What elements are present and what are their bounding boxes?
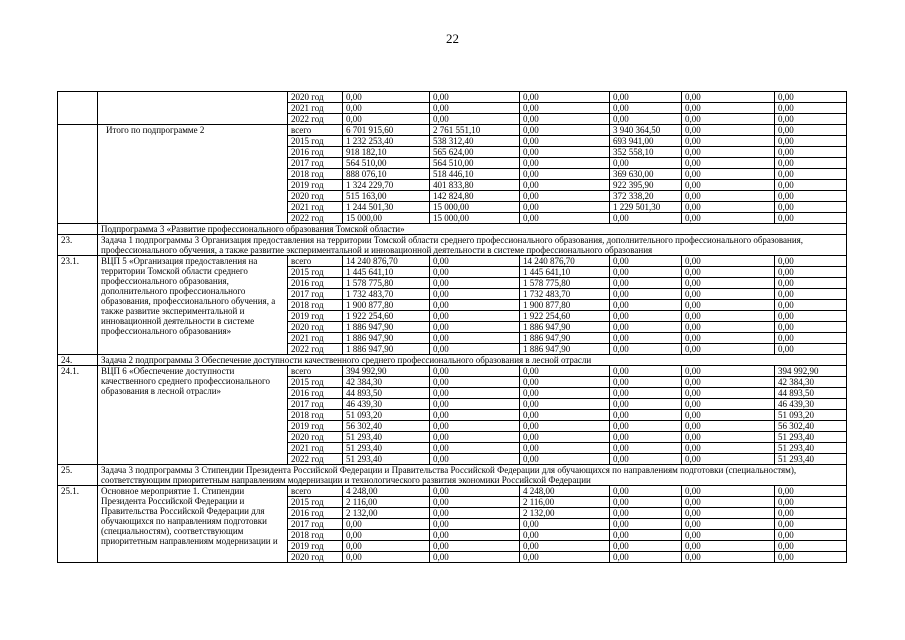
amount-cell: 0,00 xyxy=(682,311,775,322)
amount-cell: 1 886 947,90 xyxy=(520,344,610,355)
year-cell: 2015 год xyxy=(288,267,343,278)
amount-cell: 0,00 xyxy=(775,92,847,103)
amount-cell: 0,00 xyxy=(775,541,847,552)
amount-cell: 0,00 xyxy=(430,399,520,410)
amount-cell: 0,00 xyxy=(775,289,847,300)
amount-cell: 0,00 xyxy=(430,92,520,103)
year-cell: 2019 год xyxy=(288,421,343,432)
amount-cell: 1 324 229,70 xyxy=(343,180,430,191)
amount-cell: 0,00 xyxy=(430,454,520,465)
amount-cell: 564 510,00 xyxy=(430,158,520,169)
amount-cell: 0,00 xyxy=(520,421,610,432)
amount-cell: 0,00 xyxy=(610,552,682,563)
year-cell: 2017 год xyxy=(288,399,343,410)
amount-cell: 0,00 xyxy=(610,278,682,289)
row-number-cell xyxy=(58,125,98,224)
amount-cell: 51 293,40 xyxy=(343,432,430,443)
measure-name-cell: ВЦП 5 «Организация предоставления на территории Томской области среднего профессионального образования, дополнительного профессионального образования, профессионального обучения, а также развитие экспериментальной и инновационной деятельности в системе профессионального образования» xyxy=(98,256,288,355)
amount-cell: 0,00 xyxy=(430,388,520,399)
amount-cell: 0,00 xyxy=(682,508,775,519)
year-cell: 2020 год xyxy=(288,191,343,202)
amount-cell: 0,00 xyxy=(682,421,775,432)
row-number-cell: 25. xyxy=(58,465,98,486)
amount-cell: 0,00 xyxy=(430,300,520,311)
task-row xyxy=(58,235,847,256)
amount-cell: 0,00 xyxy=(682,125,775,136)
amount-cell: 15 000,00 xyxy=(343,213,430,224)
amount-cell: 0,00 xyxy=(610,421,682,432)
amount-cell: 44 893,50 xyxy=(343,388,430,399)
amount-cell: 0,00 xyxy=(343,530,430,541)
amount-cell: 0,00 xyxy=(430,377,520,388)
amount-cell: 0,00 xyxy=(610,256,682,267)
amount-cell: 0,00 xyxy=(775,180,847,191)
amount-cell: 0,00 xyxy=(610,103,682,114)
amount-cell: 0,00 xyxy=(520,388,610,399)
amount-cell: 1 900 877,80 xyxy=(520,300,610,311)
amount-cell: 0,00 xyxy=(775,497,847,508)
amount-cell: 0,00 xyxy=(682,377,775,388)
amount-cell: 0,00 xyxy=(343,541,430,552)
amount-cell: 372 338,20 xyxy=(610,191,682,202)
subprogram-title-row xyxy=(58,224,847,235)
amount-cell: 0,00 xyxy=(430,530,520,541)
amount-cell: 0,00 xyxy=(775,114,847,125)
amount-cell: 0,00 xyxy=(610,322,682,333)
year-cell: 2018 год xyxy=(288,300,343,311)
amount-cell: 0,00 xyxy=(343,552,430,563)
amount-cell: 0,00 xyxy=(610,289,682,300)
amount-cell: 0,00 xyxy=(520,454,610,465)
amount-cell: 369 630,00 xyxy=(610,169,682,180)
amount-cell: 0,00 xyxy=(520,541,610,552)
amount-cell: 46 439,30 xyxy=(775,399,847,410)
amount-cell: 0,00 xyxy=(430,278,520,289)
amount-cell: 0,00 xyxy=(682,410,775,421)
amount-cell: 56 302,40 xyxy=(775,421,847,432)
amount-cell: 3 940 364,50 xyxy=(610,125,682,136)
task-row xyxy=(58,355,847,366)
amount-cell: 1 900 877,80 xyxy=(343,300,430,311)
amount-cell: 0,00 xyxy=(520,147,610,158)
amount-cell: 565 624,00 xyxy=(430,147,520,158)
table-row xyxy=(58,486,847,497)
year-cell: 2016 год xyxy=(288,147,343,158)
amount-cell: 42 384,30 xyxy=(775,377,847,388)
amount-cell: 0,00 xyxy=(682,432,775,443)
amount-cell: 0,00 xyxy=(610,267,682,278)
amount-cell: 0,00 xyxy=(610,377,682,388)
year-cell: 2022 год xyxy=(288,344,343,355)
amount-cell: 0,00 xyxy=(682,114,775,125)
amount-cell: 1 886 947,90 xyxy=(520,333,610,344)
year-cell: 2021 год xyxy=(288,103,343,114)
year-cell: 2022 год xyxy=(288,454,343,465)
table-row xyxy=(58,366,847,377)
amount-cell: 0,00 xyxy=(682,519,775,530)
amount-cell: 693 941,00 xyxy=(610,136,682,147)
amount-cell: 0,00 xyxy=(430,311,520,322)
amount-cell: 2 116,00 xyxy=(343,497,430,508)
amount-cell: 0,00 xyxy=(682,388,775,399)
amount-cell: 0,00 xyxy=(610,530,682,541)
amount-cell: 0,00 xyxy=(430,541,520,552)
amount-cell: 2 132,00 xyxy=(343,508,430,519)
amount-cell: 0,00 xyxy=(520,399,610,410)
amount-cell: 0,00 xyxy=(775,486,847,497)
year-cell: 2016 год xyxy=(288,388,343,399)
year-cell: 2017 год xyxy=(288,158,343,169)
row-number-cell: 23.1. xyxy=(58,256,98,355)
amount-cell: 0,00 xyxy=(682,147,775,158)
task-row-text: Задача 3 подпрограммы 3 Стипендии Президента Российской Федерации и Правительства Российской Федерации для обучающихся по направлениям подготовки (специальностям), соответствующим приоритетным направлениям модернизации и технологического развития экономики Российской Федерации xyxy=(98,465,847,486)
year-cell: 2020 год xyxy=(288,92,343,103)
amount-cell: 0,00 xyxy=(430,508,520,519)
amount-cell: 0,00 xyxy=(682,366,775,377)
amount-cell: 0,00 xyxy=(520,530,610,541)
amount-cell: 14 240 876,70 xyxy=(343,256,430,267)
amount-cell: 0,00 xyxy=(520,114,610,125)
amount-cell: 0,00 xyxy=(775,191,847,202)
amount-cell: 0,00 xyxy=(610,388,682,399)
year-cell: 2019 год xyxy=(288,541,343,552)
amount-cell: 0,00 xyxy=(775,202,847,213)
amount-cell: 0,00 xyxy=(430,497,520,508)
amount-cell: 0,00 xyxy=(682,486,775,497)
amount-cell: 0,00 xyxy=(682,399,775,410)
amount-cell: 0,00 xyxy=(430,333,520,344)
amount-cell: 518 446,10 xyxy=(430,169,520,180)
year-cell: 2015 год xyxy=(288,377,343,388)
amount-cell: 0,00 xyxy=(775,213,847,224)
amount-cell: 0,00 xyxy=(682,454,775,465)
amount-cell: 394 992,90 xyxy=(775,366,847,377)
amount-cell: 0,00 xyxy=(430,322,520,333)
amount-cell: 46 439,30 xyxy=(343,399,430,410)
amount-cell: 0,00 xyxy=(775,322,847,333)
amount-cell: 0,00 xyxy=(610,519,682,530)
year-cell: 2019 год xyxy=(288,180,343,191)
amount-cell: 0,00 xyxy=(775,311,847,322)
budget-table xyxy=(57,91,847,563)
amount-cell: 51 293,40 xyxy=(343,443,430,454)
amount-cell: 0,00 xyxy=(610,486,682,497)
amount-cell: 0,00 xyxy=(610,213,682,224)
measure-name-cell: ВЦП 6 «Обеспечение доступности качественного среднего профессионального образования в лесной отрасли» xyxy=(98,366,288,465)
amount-cell: 1 578 775,80 xyxy=(343,278,430,289)
amount-cell: 352 558,10 xyxy=(610,147,682,158)
amount-cell: 888 076,10 xyxy=(343,169,430,180)
amount-cell: 0,00 xyxy=(610,410,682,421)
amount-cell: 0,00 xyxy=(682,497,775,508)
year-cell: 2015 год xyxy=(288,497,343,508)
amount-cell: 0,00 xyxy=(682,92,775,103)
amount-cell: 0,00 xyxy=(430,443,520,454)
amount-cell: 0,00 xyxy=(682,202,775,213)
amount-cell: 515 163,00 xyxy=(343,191,430,202)
amount-cell: 15 000,00 xyxy=(430,202,520,213)
amount-cell: 0,00 xyxy=(520,432,610,443)
amount-cell: 0,00 xyxy=(520,552,610,563)
row-number-cell: 23. xyxy=(58,235,98,256)
amount-cell: 0,00 xyxy=(682,191,775,202)
subprogram-title: Подпрограмма 3 «Развитие профессионального образования Томской области» xyxy=(98,224,847,235)
amount-cell: 1 886 947,90 xyxy=(520,322,610,333)
amount-cell: 1 922 254,60 xyxy=(520,311,610,322)
amount-cell: 0,00 xyxy=(430,486,520,497)
amount-cell: 0,00 xyxy=(682,552,775,563)
year-cell: 2021 год xyxy=(288,333,343,344)
amount-cell: 0,00 xyxy=(610,344,682,355)
amount-cell: 0,00 xyxy=(520,180,610,191)
amount-cell: 0,00 xyxy=(610,300,682,311)
amount-cell: 0,00 xyxy=(520,136,610,147)
amount-cell: 0,00 xyxy=(775,344,847,355)
amount-cell: 0,00 xyxy=(610,432,682,443)
year-cell: 2021 год xyxy=(288,443,343,454)
year-cell: 2022 год xyxy=(288,213,343,224)
amount-cell: 1 922 254,60 xyxy=(343,311,430,322)
amount-cell: 922 395,90 xyxy=(610,180,682,191)
table-row xyxy=(58,125,847,136)
amount-cell: 0,00 xyxy=(610,114,682,125)
task-row-text: Задача 2 подпрограммы 3 Обеспечение доступности качественного среднего профессионального образования в лесной отрасли xyxy=(98,355,847,366)
amount-cell: 0,00 xyxy=(775,300,847,311)
amount-cell: 0,00 xyxy=(343,103,430,114)
year-cell: 2018 год xyxy=(288,530,343,541)
amount-cell: 56 302,40 xyxy=(343,421,430,432)
amount-cell: 51 093,20 xyxy=(775,410,847,421)
amount-cell: 0,00 xyxy=(682,213,775,224)
amount-cell: 51 293,40 xyxy=(775,454,847,465)
amount-cell: 1 445 641,10 xyxy=(343,267,430,278)
amount-cell: 0,00 xyxy=(610,497,682,508)
amount-cell: 0,00 xyxy=(610,443,682,454)
year-cell: 2016 год xyxy=(288,508,343,519)
amount-cell: 0,00 xyxy=(682,267,775,278)
amount-cell: 0,00 xyxy=(775,278,847,289)
amount-cell: 0,00 xyxy=(520,443,610,454)
amount-cell: 0,00 xyxy=(520,169,610,180)
amount-cell: 0,00 xyxy=(775,125,847,136)
amount-cell: 0,00 xyxy=(520,92,610,103)
amount-cell: 0,00 xyxy=(520,158,610,169)
amount-cell: 0,00 xyxy=(430,552,520,563)
year-cell: 2017 год xyxy=(288,519,343,530)
amount-cell: 0,00 xyxy=(682,541,775,552)
amount-cell: 1 229 501,30 xyxy=(610,202,682,213)
amount-cell: 0,00 xyxy=(520,202,610,213)
amount-cell: 0,00 xyxy=(343,114,430,125)
amount-cell: 0,00 xyxy=(682,169,775,180)
year-cell: 2017 год xyxy=(288,289,343,300)
amount-cell: 0,00 xyxy=(682,344,775,355)
amount-cell: 0,00 xyxy=(682,103,775,114)
row-name-cell xyxy=(98,92,288,125)
amount-cell: 0,00 xyxy=(430,421,520,432)
amount-cell: 0,00 xyxy=(682,289,775,300)
year-cell: всего xyxy=(288,366,343,377)
row-number-cell: 24.1. xyxy=(58,366,98,465)
amount-cell: 0,00 xyxy=(682,278,775,289)
amount-cell: 44 893,50 xyxy=(775,388,847,399)
year-cell: 2022 год xyxy=(288,114,343,125)
amount-cell: 401 833,80 xyxy=(430,180,520,191)
amount-cell: 0,00 xyxy=(610,508,682,519)
amount-cell: 0,00 xyxy=(430,103,520,114)
amount-cell: 1 886 947,90 xyxy=(343,333,430,344)
year-cell: 2018 год xyxy=(288,410,343,421)
amount-cell: 0,00 xyxy=(775,169,847,180)
amount-cell: 1 732 483,70 xyxy=(520,289,610,300)
row-number-cell: 24. xyxy=(58,355,98,366)
row-number-cell: 25.1. xyxy=(58,486,98,563)
amount-cell: 0,00 xyxy=(775,552,847,563)
amount-cell: 0,00 xyxy=(775,530,847,541)
amount-cell: 51 293,40 xyxy=(775,432,847,443)
task-row xyxy=(58,465,847,486)
amount-cell: 6 701 915,60 xyxy=(343,125,430,136)
amount-cell: 0,00 xyxy=(520,366,610,377)
amount-cell: 15 000,00 xyxy=(430,213,520,224)
year-cell: 2019 год xyxy=(288,311,343,322)
amount-cell: 4 248,00 xyxy=(520,486,610,497)
amount-cell: 0,00 xyxy=(430,256,520,267)
amount-cell: 0,00 xyxy=(610,311,682,322)
amount-cell: 0,00 xyxy=(775,267,847,278)
subtotal-label: Итого по подпрограмме 2 xyxy=(98,125,288,224)
amount-cell: 0,00 xyxy=(682,300,775,311)
amount-cell: 0,00 xyxy=(520,191,610,202)
amount-cell: 2 116,00 xyxy=(520,497,610,508)
amount-cell: 0,00 xyxy=(775,103,847,114)
amount-cell: 1 232 253,40 xyxy=(343,136,430,147)
amount-cell: 0,00 xyxy=(610,454,682,465)
measure-name-cell: Основное мероприятие 1. Стипендии Президента Российской Федерации и Правительства Российской Федерации для обучающихся по направлениям подготовки (специальностям), соответствующим приоритетным направлениям модернизации и xyxy=(98,486,288,563)
amount-cell: 0,00 xyxy=(775,333,847,344)
task-row-text: Задача 1 подпрограммы 3 Организация предоставления на территории Томской области среднего профессионального образования, дополнительного профессионального образования, профессионального обучения, а также развитие экспериментальной и инновационной деятельности в системе профессионального образования xyxy=(98,235,847,256)
page-number: 22 xyxy=(446,31,459,46)
amount-cell: 0,00 xyxy=(610,366,682,377)
year-cell: 2021 год xyxy=(288,202,343,213)
amount-cell: 0,00 xyxy=(610,92,682,103)
amount-cell: 0,00 xyxy=(430,410,520,421)
amount-cell: 394 992,90 xyxy=(343,366,430,377)
amount-cell: 564 510,00 xyxy=(343,158,430,169)
year-cell: 2018 год xyxy=(288,169,343,180)
amount-cell: 538 312,40 xyxy=(430,136,520,147)
amount-cell: 142 824,80 xyxy=(430,191,520,202)
amount-cell: 0,00 xyxy=(775,136,847,147)
year-cell: 2020 год xyxy=(288,322,343,333)
amount-cell: 0,00 xyxy=(520,213,610,224)
year-cell: всего xyxy=(288,256,343,267)
amount-cell: 1 445 641,10 xyxy=(520,267,610,278)
amount-cell: 0,00 xyxy=(682,530,775,541)
amount-cell: 0,00 xyxy=(682,180,775,191)
year-cell: 2016 год xyxy=(288,278,343,289)
amount-cell: 0,00 xyxy=(610,399,682,410)
amount-cell: 918 182,10 xyxy=(343,147,430,158)
amount-cell: 1 578 775,80 xyxy=(520,278,610,289)
amount-cell: 0,00 xyxy=(775,519,847,530)
amount-cell: 0,00 xyxy=(430,366,520,377)
amount-cell: 51 093,20 xyxy=(343,410,430,421)
amount-cell: 14 240 876,70 xyxy=(520,256,610,267)
amount-cell: 0,00 xyxy=(430,267,520,278)
amount-cell: 0,00 xyxy=(520,125,610,136)
amount-cell: 0,00 xyxy=(520,410,610,421)
amount-cell: 51 293,40 xyxy=(775,443,847,454)
amount-cell: 51 293,40 xyxy=(343,454,430,465)
amount-cell: 0,00 xyxy=(682,256,775,267)
amount-cell: 0,00 xyxy=(682,443,775,454)
table-row xyxy=(58,256,847,267)
amount-cell: 2 761 551,10 xyxy=(430,125,520,136)
row-number-cell xyxy=(58,92,98,125)
amount-cell: 0,00 xyxy=(682,333,775,344)
table-row xyxy=(58,92,847,103)
amount-cell: 2 132,00 xyxy=(520,508,610,519)
amount-cell: 0,00 xyxy=(430,519,520,530)
amount-cell: 0,00 xyxy=(430,432,520,443)
amount-cell: 4 248,00 xyxy=(343,486,430,497)
amount-cell: 0,00 xyxy=(610,541,682,552)
year-cell: 2020 год xyxy=(288,552,343,563)
amount-cell: 0,00 xyxy=(343,92,430,103)
amount-cell: 0,00 xyxy=(430,114,520,125)
amount-cell: 1 244 501,30 xyxy=(343,202,430,213)
year-cell: 2015 год xyxy=(288,136,343,147)
amount-cell: 0,00 xyxy=(610,333,682,344)
year-cell: 2020 год xyxy=(288,432,343,443)
amount-cell: 0,00 xyxy=(430,289,520,300)
year-cell: всего xyxy=(288,125,343,136)
amount-cell: 0,00 xyxy=(775,256,847,267)
amount-cell: 0,00 xyxy=(775,147,847,158)
row-number-cell xyxy=(58,224,98,235)
amount-cell: 0,00 xyxy=(682,322,775,333)
amount-cell: 0,00 xyxy=(682,158,775,169)
amount-cell: 1 886 947,90 xyxy=(343,322,430,333)
amount-cell: 1 886 947,90 xyxy=(343,344,430,355)
amount-cell: 0,00 xyxy=(775,508,847,519)
amount-cell: 1 732 483,70 xyxy=(343,289,430,300)
amount-cell: 0,00 xyxy=(610,158,682,169)
amount-cell: 0,00 xyxy=(520,519,610,530)
amount-cell: 0,00 xyxy=(775,158,847,169)
amount-cell: 0,00 xyxy=(682,136,775,147)
amount-cell: 0,00 xyxy=(520,103,610,114)
amount-cell: 0,00 xyxy=(343,519,430,530)
amount-cell: 42 384,30 xyxy=(343,377,430,388)
amount-cell: 0,00 xyxy=(520,377,610,388)
year-cell: всего xyxy=(288,486,343,497)
amount-cell: 0,00 xyxy=(430,344,520,355)
